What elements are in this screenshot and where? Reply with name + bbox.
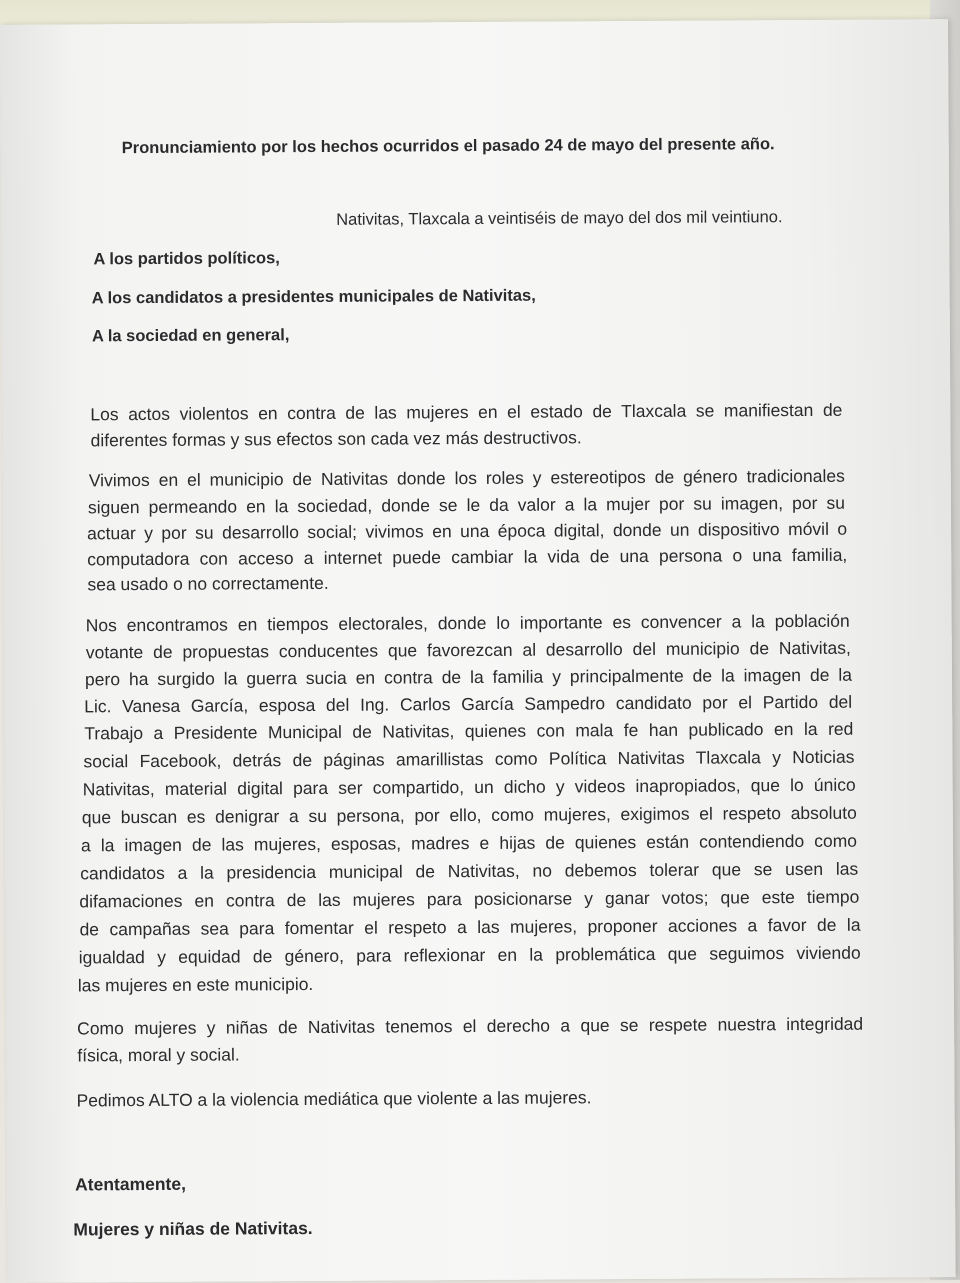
paragraph-line: computadora con acceso a internet puede cambiar la vida de una persona o una familia,	[87, 544, 848, 570]
paragraph-line: votante de propuestas conducentes que favorezcan al desarrollo del municipio de Nativitas,	[85, 637, 851, 663]
paragraph-line: Lic. Vanesa García, esposa del Ing. Carlos García Sampedro candidato por el Partido del	[84, 691, 853, 717]
paragraph-line: actuar y por su desarrollo social; vivimos en una época digital, donde un dispositivo móvil o	[87, 518, 848, 544]
paragraph-line: Como mujeres y niñas de Nativitas tenemos el derecho a que se respete nuestra integridad	[77, 1013, 864, 1039]
paragraph-line: Los actos violentos en contra de las mujeres en el estado de Tlaxcala se manifiestan de	[90, 399, 843, 425]
paragraph-line: candidatos a la presidencia municipal de Nativitas, no debemos tolerar que se usen las	[80, 858, 859, 884]
closing: Atentamente,	[75, 1173, 187, 1195]
paper-sheet	[0, 19, 956, 1283]
paragraph-line: igualdad y equidad de género, para reflexionar en la problemática que seguimos viviendo	[78, 942, 861, 968]
paragraph-line: diferentes formas y sus efectos son cada vez más destructivos.	[90, 427, 582, 451]
paragraph-line: las mujeres en este municipio.	[77, 974, 314, 996]
paragraph-line: siguen permeando en la sociedad, donde se le da valor a la mujer por su imagen, por su	[87, 492, 846, 518]
paragraph-line: Trabajo a Presidente Municipal de Nativitas, quienes con mala fe han publicado en la red	[84, 718, 854, 744]
paragraph-line: social Facebook, detrás de páginas amarillistas como Política Nativitas Tlaxcala y Noticias	[83, 746, 855, 772]
place-date: Nativitas, Tlaxcala a veintiséis de mayo del dos mil veintiuno.	[336, 208, 783, 229]
addressee-candidates: A los candidatos a presidentes municipales de Nativitas,	[91, 286, 536, 308]
signature: Mujeres y niñas de Nativitas.	[73, 1218, 313, 1240]
document-title: Pronunciamiento por los hechos ocurridos el pasado 24 de mayo del presente año.	[121, 135, 775, 158]
paragraph-line: Vivimos en el municipio de Nativitas donde los roles y estereotipos de género tradicionales	[88, 465, 845, 491]
addressee-parties: A los partidos políticos,	[93, 249, 280, 269]
paragraph-line: de campañas sea para fomentar el respeto a las mujeres, proponer acciones a favor de la	[79, 914, 861, 940]
paragraph-line: sea usado o no correctamente.	[87, 572, 329, 595]
addressee-society: A la sociedad en general,	[91, 326, 290, 346]
paragraph-line: que buscan es denigrar a su persona, por ello, como mujeres, exigimos el respeto absoluto	[81, 802, 857, 828]
paragraph-line: física, moral y social.	[77, 1044, 240, 1066]
paragraph-line: Nativitas, material digital para ser compartido, un dicho y videos inapropiados, que lo único	[82, 774, 856, 800]
paragraph-line: pero ha surgido la guerra sucia en contra de la familia y principalmente de la imagen de la	[84, 664, 853, 690]
paragraph-line: Pedimos ALTO a la violencia mediática que violente a las mujeres.	[76, 1087, 592, 1111]
paragraph-line: difamaciones en contra de las mujeres para posicionarse y ganar votos; que este tiempo	[79, 886, 860, 912]
paragraph-line: Nos encontramos en tiempos electorales, donde lo importante es convencer a la población	[85, 610, 850, 636]
paragraph-line: a la imagen de las mujeres, esposas, madres e hijas de quienes están contendiendo como	[80, 830, 858, 856]
